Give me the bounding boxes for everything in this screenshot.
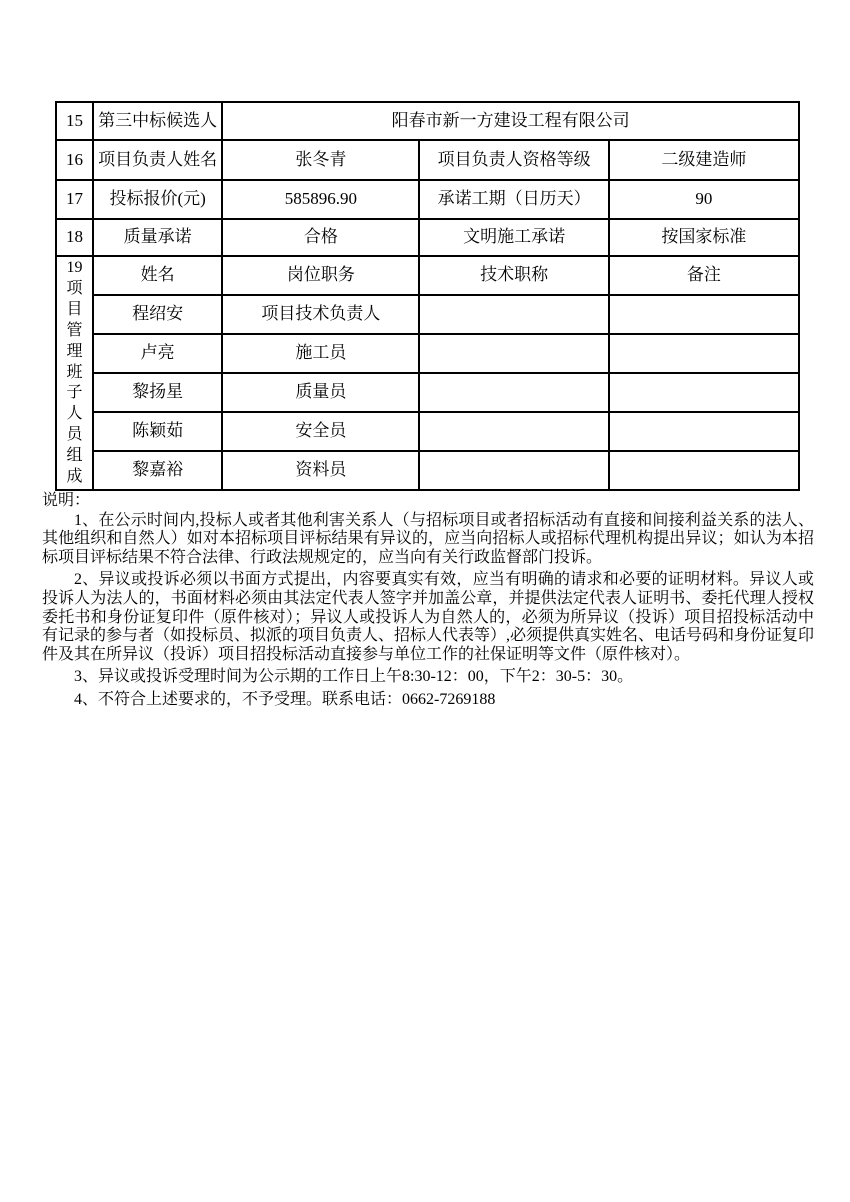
field-label: 投标报价(元) [93, 180, 222, 219]
member-title [419, 334, 608, 373]
field-value: 按国家标准 [609, 219, 799, 256]
notes-section [42, 492, 814, 714]
column-header-title: 技术职称 [419, 256, 608, 295]
field-value: 二级建造师 [609, 140, 799, 180]
field-label: 项目负责人姓名 [93, 140, 222, 180]
row-number: 17 [56, 180, 93, 219]
member-row [56, 451, 799, 490]
member-title [419, 412, 608, 451]
field-value: 合格 [222, 219, 419, 256]
note-item-2: 2、异议或投诉必须以书面方式提出，内容要真实有效，应当有明确的请求和必要的证明材料。异议人或投诉人为法人的，书面材料必须由其法定代表人签字并加盖公章，并提供法定代表人证明书、委托代理人授权委托书和身份证复印件（原件核对）；异议人或投诉人为自然人的，必须为所异议（投诉）项目招投标活动中有记录的参与者（如投标员、拟派的项目负责人、招标人代表等）,必须提供真实姓名、电话号码和身份证复印件及其在所异议（投诉）项目招投标活动直接参与单位工作的社保证明等文件（原件核对）。 [42, 571, 815, 663]
note-item-1: 1、在公示时间内,投标人或者其他利害关系人（与招标项目或者招标活动有直接和间接利益关系的法人、其他组织和自然人）如对本招标项目评标结果有异议的，应当向招标人或招标代理机构提出异议；如认为本招标项目评标结果不符合法律、行政法规规定的，应当向有关行政监督部门投诉。 [42, 511, 814, 566]
member-position: 质量员 [222, 373, 419, 412]
member-remark [609, 451, 799, 490]
member-row [56, 334, 799, 373]
notes-heading: 说明： [42, 492, 91, 509]
field-value: 90 [609, 180, 799, 219]
row-number: 19 [66, 259, 83, 277]
member-name: 程绍安 [93, 295, 222, 334]
member-name: 黎嘉裕 [93, 451, 222, 490]
note-item-3: 3、异议或投诉受理时间为公示期的工作日上午8:30-12：00，下午2：30-5：30。 [74, 668, 634, 686]
table-row-17 [56, 180, 799, 219]
member-name: 卢亮 [93, 334, 222, 373]
member-title [419, 451, 608, 490]
row19-vertical-label [65, 258, 84, 488]
field-label: 项目负责人资格等级 [419, 140, 608, 180]
member-row [56, 412, 799, 451]
row-number: 16 [56, 140, 93, 180]
column-header-position: 岗位职务 [222, 256, 419, 295]
member-title [419, 295, 608, 334]
member-remark [609, 412, 799, 451]
member-position: 安全员 [222, 412, 419, 451]
field-label: 文明施工承诺 [419, 219, 608, 256]
table-row-19-header [56, 256, 799, 295]
member-remark [609, 295, 799, 334]
note-item-4: 4、不符合上述要求的，不予受理。联系电话：0662-7269188 [74, 690, 496, 708]
member-remark [609, 373, 799, 412]
field-label: 第三中标候选人 [93, 102, 222, 140]
member-title [419, 373, 608, 412]
field-value: 585896.90 [222, 180, 419, 219]
row-number: 15 [56, 102, 93, 140]
table-row-16 [56, 140, 799, 180]
table-row-15 [56, 102, 799, 140]
group-title-vertical: 项目管理班子人员组成 [66, 279, 83, 486]
member-name: 黎扬星 [93, 373, 222, 412]
member-position: 施工员 [222, 334, 419, 373]
field-label: 承诺工期（日历天） [419, 180, 608, 219]
field-value: 张冬青 [222, 140, 419, 180]
column-header-name: 姓名 [93, 256, 222, 295]
member-remark [609, 334, 799, 373]
member-row [56, 295, 799, 334]
field-label: 质量承诺 [93, 219, 222, 256]
member-row [56, 373, 799, 412]
member-name: 陈颖茹 [93, 412, 222, 451]
table-row-18 [56, 219, 799, 256]
member-position: 资料员 [222, 451, 419, 490]
row-number: 18 [56, 219, 93, 256]
row19-vertical-group-cell [56, 256, 93, 490]
bid-result-table [55, 101, 800, 491]
field-value: 阳春市新一方建设工程有限公司 [222, 102, 799, 140]
column-header-remark: 备注 [609, 256, 799, 295]
member-position: 项目技术负责人 [222, 295, 419, 334]
